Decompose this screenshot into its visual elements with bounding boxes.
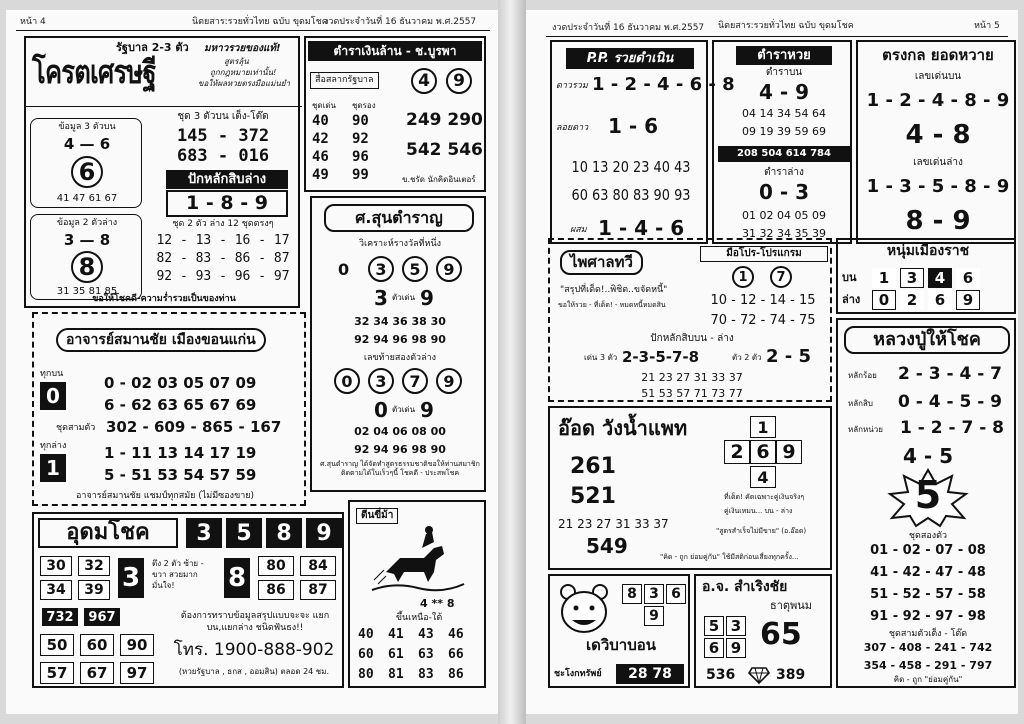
note: "คิด - ถูก ย่อมคู่กัน" ใช้มีสติก่อนเสี่ยงทุกครั้ง... bbox=[660, 553, 799, 561]
footer-text: อาจารย์สมานชัย แชมป์ทุกสมัย (ไม่มีซองขาย) bbox=[76, 491, 255, 501]
circle-digit: 1 bbox=[732, 266, 754, 288]
label: ตัว 2 ตัว bbox=[732, 353, 762, 362]
num: 81 bbox=[388, 667, 404, 682]
num-cell: 34 bbox=[40, 580, 72, 600]
page-number: หน้า 5 bbox=[974, 21, 1000, 31]
row: 70 - 72 - 74 - 75 bbox=[710, 313, 816, 328]
label: ตำราบน bbox=[765, 67, 803, 78]
big-digit: 6 bbox=[71, 156, 103, 188]
panel-sub: ธาตุพนม bbox=[770, 599, 813, 612]
big-digit: 0 bbox=[40, 382, 66, 410]
note: ศ.สุนตำราญ ได้จัดทำสูตรธรรมชาติขอให้ท่านสมาชิกติดตามได้ในเร็วๆนี้ โชคดี - ประสพโชค bbox=[320, 460, 480, 477]
grid-cell: 9 bbox=[644, 606, 664, 626]
row: 10 - 12 - 14 - 15 bbox=[710, 293, 816, 308]
panel-title: ตำราเงินล้าน - ช.บูรพา bbox=[308, 41, 482, 61]
num-cell: 67 bbox=[80, 662, 114, 684]
digit-box: 8 bbox=[266, 518, 302, 548]
label: ล่าง bbox=[842, 293, 861, 306]
digit-box: 5 bbox=[226, 518, 262, 548]
magazine-name: นิตยสาร:รวยทั่วไทย ฉบับ ขุดมโชค bbox=[192, 17, 328, 27]
num-cell: 60 bbox=[80, 634, 114, 656]
magazine-name: นิตยสาร:รวยทั่วไทย ฉบับ ขุดมโชค bbox=[718, 21, 854, 31]
krot-setthi-panel bbox=[24, 36, 300, 308]
pp-row: 60 63 80 83 90 93 bbox=[571, 186, 691, 204]
col-header: ชุดเด่น bbox=[312, 101, 337, 110]
grid-cell: 8 bbox=[622, 584, 642, 604]
num: 61 bbox=[388, 647, 404, 662]
pp-line: 1 - 6 bbox=[608, 114, 659, 138]
right-page bbox=[526, 10, 1018, 714]
digit-box: 9 bbox=[306, 518, 342, 548]
label: ทุกบน bbox=[40, 369, 64, 379]
digit: 9 bbox=[420, 398, 434, 422]
krot-title: โครตเศรษฐี bbox=[32, 53, 156, 91]
label: ทุกล่าง bbox=[40, 441, 67, 451]
inv-row: 208 504 614 784 bbox=[718, 146, 850, 162]
row: 1 - 2 - 7 - 8 bbox=[900, 418, 1004, 438]
page-number: หน้า 4 bbox=[20, 17, 46, 27]
circle-digit: 5 bbox=[402, 256, 428, 282]
big-digit: 8 bbox=[224, 558, 250, 598]
grid-cell: 9 bbox=[726, 638, 746, 658]
panel-sub: มือโปร-โปรแกรม bbox=[700, 246, 828, 262]
panel-title: อาจารย์สมานชัย เมืองขอนแก่น bbox=[56, 328, 266, 352]
grid-cell: 6 bbox=[666, 584, 686, 604]
row: 354 - 458 - 291 - 797 bbox=[863, 659, 993, 672]
num: 261 bbox=[570, 454, 616, 479]
label: เด่น 3 ตัว bbox=[584, 353, 618, 362]
foot-value: 28 78 bbox=[616, 664, 684, 684]
note: "สูตรสำเร็จไม่มีขาย" (อ.อ๊อด) bbox=[716, 527, 807, 535]
row: 21 23 27 31 33 37 bbox=[558, 517, 669, 531]
page-gutter bbox=[498, 0, 526, 724]
slogan: ขอให้ผลหวยตรงมือแม่นยำ bbox=[198, 79, 291, 88]
row: 21 23 27 31 33 37 bbox=[641, 371, 743, 384]
box-label: ข้อมูล 2 ตัวล่าง bbox=[56, 218, 118, 228]
horse-rider-icon bbox=[364, 524, 468, 596]
grid-cell: 6 bbox=[750, 440, 776, 464]
wang-nam-panel bbox=[548, 406, 832, 570]
grid-cell: 3 bbox=[726, 616, 746, 636]
circle-digit: 3 bbox=[368, 256, 394, 282]
footer-text: ขอให้โชคดี-ความร่ำรวยเป็นของท่าน bbox=[92, 294, 236, 304]
label: ชุดสองตัว bbox=[908, 531, 948, 541]
row: 91 - 92 - 97 - 98 bbox=[870, 609, 986, 624]
mid-label: ตึง 2 ตัว ซ้าย - ขวา สวยมากมั่นใจ! bbox=[152, 559, 204, 590]
num-mueang-rat-panel bbox=[836, 238, 1016, 314]
tham-cell: 92 bbox=[352, 131, 369, 147]
label: ตำราล่าง bbox=[764, 167, 804, 178]
label: เลขเด่นบน bbox=[914, 71, 962, 82]
tham-huay-panel bbox=[712, 40, 852, 244]
label: หลักร้อย bbox=[848, 371, 877, 380]
label: ชะโงกทรัพย์ bbox=[554, 669, 602, 679]
tham-big: 542 546 bbox=[406, 140, 483, 160]
pp-row: 10 13 20 23 40 43 bbox=[571, 158, 691, 176]
diamond-icon bbox=[748, 666, 770, 684]
col-header: ชุดรอง bbox=[352, 101, 376, 110]
num-cell: 87 bbox=[300, 580, 336, 600]
grid-cell: 3 bbox=[644, 584, 664, 604]
phone-sub: (หวยรัฐบาล , ธกส , ออมสิน) ตลอด 24 ชม. bbox=[178, 667, 330, 676]
grid-cell: 4 bbox=[750, 466, 776, 488]
label: ชุดสามตัว bbox=[56, 423, 96, 433]
set3-line: 683 - 016 bbox=[176, 146, 270, 166]
label: ปักหลักสิบบน - ล่าง bbox=[650, 333, 734, 344]
digit: 3 bbox=[374, 286, 388, 310]
row: 2 - 3 - 4 - 7 bbox=[898, 364, 1002, 384]
row: 01 02 04 05 09 bbox=[742, 209, 826, 222]
circle-digit: 0 bbox=[334, 368, 360, 394]
digit-cell: 6 bbox=[928, 290, 952, 310]
footer-text: คิด - ถูก "ย่อมคู่กัน" bbox=[893, 675, 963, 684]
num: 86 bbox=[448, 667, 464, 682]
slogan: มหาวรวยของแท้! bbox=[204, 43, 281, 54]
row: 51 53 57 71 73 77 bbox=[641, 387, 743, 400]
digit-cell: 9 bbox=[956, 290, 980, 310]
row: 09 19 39 59 69 bbox=[742, 125, 826, 138]
panel-title: เดวิบาบอน bbox=[585, 636, 657, 654]
achan-samroengchai-panel bbox=[694, 574, 832, 688]
num: 521 bbox=[570, 484, 616, 509]
box-label: ข้อมูล 3 ตัวบน bbox=[58, 122, 116, 132]
foot-num: 389 bbox=[776, 667, 806, 683]
bear-panel bbox=[548, 574, 690, 688]
grid-cell: 6 bbox=[704, 638, 724, 658]
grid-cell: 5 bbox=[704, 616, 724, 636]
big-digit: 1 bbox=[40, 454, 66, 482]
label: ดาวรวม bbox=[556, 81, 588, 91]
big-digit: 3 bbox=[118, 558, 144, 598]
pak-value: 1 - 8 - 9 bbox=[166, 190, 288, 217]
d3: 2-3-5-7-8 bbox=[622, 348, 700, 366]
num: 46 bbox=[448, 627, 464, 642]
digit: 9 bbox=[420, 286, 434, 310]
panel-title: อ๊อด วังน้ำแพท bbox=[558, 416, 688, 440]
big-digit: 5 bbox=[914, 473, 942, 517]
row: 5 - 51 53 54 57 59 bbox=[104, 466, 257, 484]
label: ลอยดาว bbox=[556, 123, 589, 133]
set2-line: 92 - 93 - 96 - 97 bbox=[156, 269, 290, 284]
label: หลักหน่วย bbox=[848, 425, 883, 434]
label: หลักสิบ bbox=[848, 399, 873, 408]
tham-cell: 96 bbox=[352, 149, 369, 165]
trong-kon-panel bbox=[856, 40, 1016, 244]
row: 32 34 36 38 30 bbox=[354, 315, 446, 328]
tham-cell: 90 bbox=[352, 113, 369, 129]
row: 01 - 02 - 07 - 08 bbox=[870, 543, 986, 558]
row: 51 - 52 - 57 - 58 bbox=[870, 587, 986, 602]
row: 307 - 408 - 241 - 742 bbox=[863, 641, 993, 654]
num: 83 bbox=[418, 667, 434, 682]
note: ที่เด็ด! คัดเฉพาะคู่เงินจริงๆ bbox=[724, 493, 805, 501]
set3-line: 145 - 372 bbox=[176, 126, 270, 146]
bear-icon bbox=[556, 582, 612, 636]
info-text: ต้องการทราบข้อมูลสรุปแบบจะจะ แยกบน,แยกล่าง ชนิดฟันธง!! bbox=[180, 611, 330, 633]
digit-cell: 6 bbox=[956, 268, 980, 288]
luang-pu-panel bbox=[836, 318, 1016, 688]
num-cell: 30 bbox=[40, 556, 72, 576]
pair: 4 - 5 bbox=[902, 444, 954, 468]
pair: 4 - 9 bbox=[758, 80, 810, 104]
big-num: 65 bbox=[760, 617, 802, 652]
row: 1 - 11 13 14 17 19 bbox=[104, 444, 257, 462]
circle-digit: 9 bbox=[436, 256, 462, 282]
big-digit: 8 bbox=[71, 251, 103, 283]
left-page bbox=[6, 10, 498, 714]
phone-number: โทร. 1900-888-902 bbox=[173, 640, 335, 660]
digit-cell: 0 bbox=[872, 290, 896, 310]
digit: 0 bbox=[374, 398, 388, 422]
label: ชุดสามตัวเต็ง - โต๊ด bbox=[888, 629, 968, 639]
big-pair: 8 - 9 bbox=[905, 206, 971, 236]
tham-ngoen-lan-panel bbox=[304, 36, 486, 192]
two-bottom-box bbox=[30, 214, 142, 300]
label: บน bbox=[842, 271, 857, 284]
issue-date: งวดประจำวันที่ 16 ธันวาคม พ.ศ.2557 bbox=[324, 17, 477, 27]
tham-cell: 46 bbox=[312, 149, 329, 165]
label: เลขเด่นล่าง bbox=[913, 157, 963, 168]
tham-cell: 49 bbox=[312, 167, 329, 183]
row: 31 32 34 35 39 bbox=[742, 227, 826, 240]
set2-line: 12 - 13 - 16 - 17 bbox=[156, 233, 290, 248]
num-cell: 50 bbox=[40, 634, 74, 656]
digit-cell: 3 bbox=[900, 268, 924, 288]
sun-tamrarn-panel bbox=[310, 196, 486, 492]
panel-title: ตำราหวย bbox=[736, 46, 832, 65]
digit-cell: 4 bbox=[928, 268, 952, 288]
box-row: 31 35 81 85 bbox=[56, 286, 118, 297]
pair: 0 - 3 bbox=[758, 180, 810, 204]
panel-sub: วิเคราะห์รางวัลที่หนึ่ง bbox=[358, 239, 442, 249]
row: 6 - 62 63 65 67 69 bbox=[104, 396, 257, 414]
acharn-samanchai-panel bbox=[32, 312, 306, 506]
num: 41 bbox=[388, 627, 404, 642]
row: 0 - 4 - 5 - 9 bbox=[898, 392, 1002, 412]
label: ตัวเด่น bbox=[392, 293, 416, 302]
panel-title: หนุ่มเมืองราช bbox=[886, 243, 970, 259]
digit-cell: 2 bbox=[900, 290, 924, 310]
pak-label: ปักหลักสิบล่าง bbox=[166, 170, 288, 189]
big-pair: 4 - 8 bbox=[905, 120, 971, 150]
num-cell: 86 bbox=[258, 580, 294, 600]
row: 1 - 2 - 4 - 8 - 9 bbox=[866, 90, 1010, 111]
digit-box: 3 bbox=[186, 518, 222, 548]
num: 63 bbox=[418, 647, 434, 662]
box-pair: 3 — 8 bbox=[63, 231, 111, 249]
digit: 0 bbox=[338, 260, 350, 279]
label: ขึ้นเหนือ-ใต้ bbox=[395, 613, 443, 623]
num-cell: 80 bbox=[258, 556, 294, 576]
tin-bi-ma-panel bbox=[348, 500, 486, 688]
inv-cell: 967 bbox=[84, 608, 120, 626]
grid-cell: 2 bbox=[724, 440, 750, 464]
d2: 2 - 5 bbox=[766, 346, 812, 367]
num-cell: 39 bbox=[78, 580, 110, 600]
inv-cell: 732 bbox=[42, 608, 78, 626]
phaisan-panel bbox=[548, 238, 832, 402]
circle-digit: 4 bbox=[411, 68, 437, 94]
grid-cell: 1 bbox=[750, 416, 776, 438]
three-top-box bbox=[30, 118, 142, 208]
digit-cell: 1 bbox=[872, 268, 896, 288]
panel-title: ไพศาลทวี bbox=[560, 250, 643, 275]
credit: ข.ชรัด นักคิดอินเตอร์ bbox=[402, 175, 476, 184]
issue-date: งวดประจำวันที่ 16 ธันวาคม พ.ศ.2557 bbox=[552, 23, 705, 33]
num-cell: 84 bbox=[300, 556, 336, 576]
num-cell: 32 bbox=[78, 556, 110, 576]
circle-digit: 9 bbox=[436, 368, 462, 394]
row: 92 94 96 98 90 bbox=[354, 333, 446, 346]
row: 41 - 42 - 47 - 48 bbox=[870, 565, 986, 580]
set2-line: 82 - 83 - 86 - 87 bbox=[156, 251, 290, 266]
panel-title: อุดมโชค bbox=[38, 518, 178, 548]
box-pair: 4 — 6 bbox=[63, 135, 111, 153]
num: 60 bbox=[358, 647, 374, 662]
num-cell: 57 bbox=[40, 662, 74, 684]
grid-cell: 9 bbox=[776, 440, 802, 464]
panel-title: หลวงปู่ให้โชค bbox=[844, 326, 1010, 354]
num: 66 bbox=[448, 647, 464, 662]
panel-title: อ.จ. สำเริงชัย bbox=[702, 579, 788, 595]
circle-digit: 7 bbox=[770, 266, 792, 288]
pp-line: 1 - 2 - 4 - 6 - 8 bbox=[592, 74, 735, 95]
row: 0 - 02 03 05 07 09 bbox=[104, 374, 257, 392]
set2-label: ชุด 2 ตัว ล่าง 12 ชุดตรงๆ bbox=[172, 219, 274, 229]
big-num: 549 bbox=[586, 534, 628, 558]
tham-cell: 40 bbox=[312, 113, 329, 129]
quote: "สรุปที่เด็ด!..พิชิต..ขจัดหนี้" bbox=[560, 285, 668, 295]
circle-digit: 3 bbox=[368, 368, 394, 394]
slogan: ถูกกฎหมายเท่านั้น! bbox=[210, 68, 277, 77]
row: 04 14 34 54 64 bbox=[742, 107, 826, 120]
mark: 4 ** 8 bbox=[420, 597, 455, 610]
panel-title: P.P. รวยดำเนิน bbox=[566, 48, 694, 69]
panel-title: ตรงกล ยอดหวาย bbox=[882, 46, 994, 64]
panel-sub: สื่อสลากรัฐบาล bbox=[310, 72, 379, 89]
num: 80 bbox=[358, 667, 374, 682]
quote: ขอให้รวย - ที่เด็ด! - หมดหนี้หมดสิน bbox=[558, 301, 666, 309]
tham-cell: 99 bbox=[352, 167, 369, 183]
foot-num: 536 bbox=[706, 667, 736, 683]
pp-line: 1 - 4 - 6 bbox=[598, 216, 685, 240]
set-values: 302 - 609 - 865 - 167 bbox=[106, 418, 282, 436]
gov-label: รัฐบาล 2-3 ตัว bbox=[116, 41, 189, 54]
box-row: 41 47 61 67 bbox=[56, 193, 118, 204]
label: ตัวเด่น bbox=[392, 405, 416, 414]
tham-big: 249 290 bbox=[406, 110, 483, 130]
row: 02 04 06 08 00 bbox=[354, 425, 446, 438]
circle-digit: 9 bbox=[446, 68, 472, 94]
slogan: สูตรลุ้น bbox=[224, 57, 249, 66]
num-cell: 97 bbox=[120, 662, 154, 684]
panel-title: ศ.สุนตำราญ bbox=[324, 204, 474, 232]
row: 92 94 96 98 90 bbox=[354, 443, 446, 456]
row: 1 - 3 - 5 - 8 - 9 bbox=[866, 176, 1010, 197]
num-cell: 90 bbox=[120, 634, 154, 656]
circle-digit: 7 bbox=[402, 368, 428, 394]
panel-title: ตีนขี่ม้า bbox=[356, 508, 398, 524]
udom-chok-panel bbox=[32, 512, 344, 688]
num: 43 bbox=[418, 627, 434, 642]
note: คู่เงินเหมน... บน - ล่าง bbox=[724, 507, 793, 515]
set3-label: ชุด 3 ตัวบน เต็ง-โต๊ด bbox=[177, 111, 269, 122]
tham-cell: 42 bbox=[312, 131, 329, 147]
pp-panel bbox=[550, 40, 735, 244]
num: 40 bbox=[358, 627, 374, 642]
label: ผสม bbox=[570, 225, 587, 235]
panel-sub: เลขท้ายสองตัวล่าง bbox=[363, 353, 437, 363]
